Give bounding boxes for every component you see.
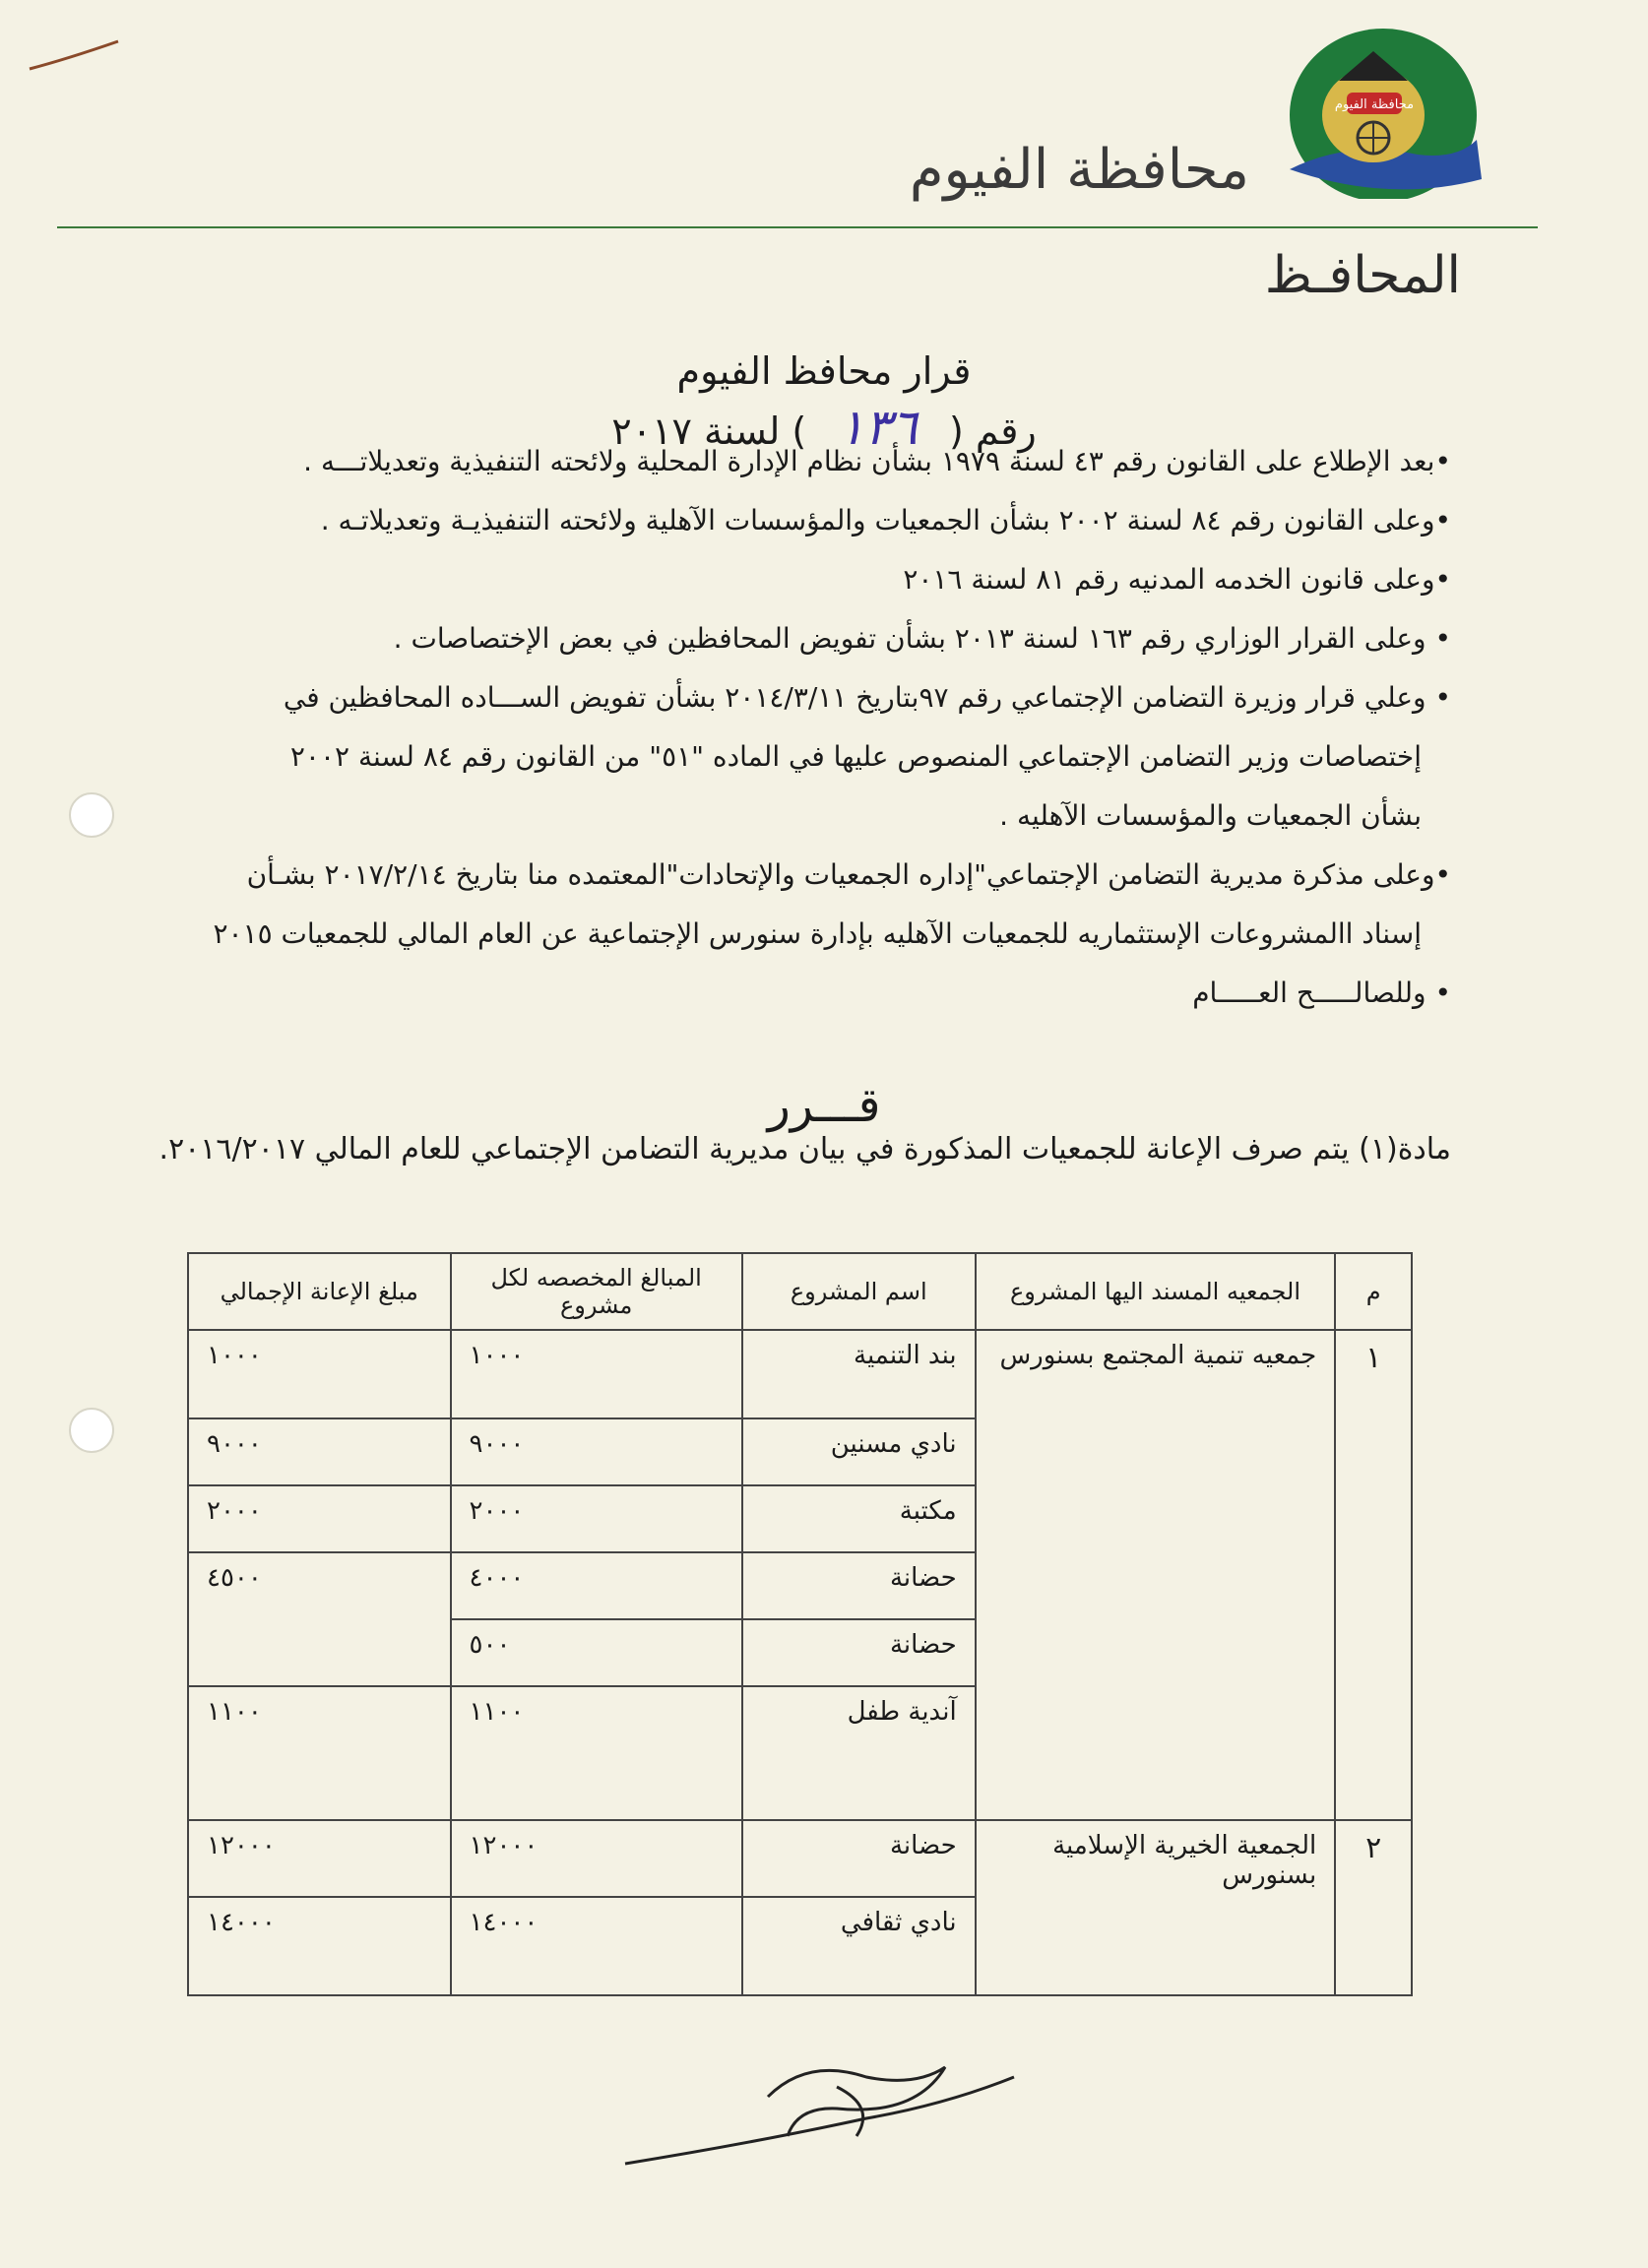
article-one: مادة(١) يتم صرف الإعانة للجمعيات المذكورة في بيان مديرية التضامن الإجتماعي للعام المالي ٢٠١٦/٢٠١٧. bbox=[158, 1132, 1451, 1166]
office-label: المحافـظ bbox=[1264, 246, 1461, 305]
project-name: نادي مسنين bbox=[742, 1418, 976, 1485]
punch-hole bbox=[69, 1408, 114, 1453]
decree-number-handwritten: ١٣٦ bbox=[838, 399, 918, 456]
allocated-amount: ١٠٠٠ bbox=[451, 1330, 742, 1418]
grants-table bbox=[187, 1252, 1413, 1996]
table-header-row bbox=[188, 1253, 1412, 1330]
total-amount: ١٢٠٠٠ bbox=[188, 1820, 451, 1897]
header-allocated: المبالغ المخصصه لكل مشروع bbox=[451, 1253, 742, 1330]
total-amount: ٢٠٠٠ bbox=[188, 1485, 451, 1552]
preamble-line: •وعلى قانون الخدمه المدنيه رقم ٨١ لسنة ٢٠١٦ bbox=[903, 563, 1451, 596]
group-association: جمعيه تنمية المجتمع بسنورس bbox=[976, 1330, 1336, 1820]
allocated-amount: ١٤٠٠٠ bbox=[451, 1897, 742, 1995]
group-index: ١ bbox=[1335, 1330, 1412, 1820]
preamble bbox=[181, 445, 1451, 1039]
decree-title: قرار محافظ الفيوم bbox=[676, 349, 972, 393]
preamble-line: • وعلي قرار وزيرة التضامن الإجتماعي رقم ٩٧بتاريخ ٢٠١٤/٣/١١ بشأن تفويض الســـاده المحافظين في bbox=[283, 681, 1451, 714]
allocated-amount: ١٢٠٠٠ bbox=[451, 1820, 742, 1897]
decree-number-suffix: ) لسنة ٢٠١٧ bbox=[611, 410, 807, 453]
preamble-line: •بعد الإطلاع على القانون رقم ٤٣ لسنة ١٩٧٩ بشأن نظام الإدارة المحلية ولائحته التنفيذية وتعديلاتـــه . bbox=[303, 445, 1451, 477]
total-amount: ٩٠٠٠ bbox=[188, 1418, 451, 1485]
resolution-heading: قـــرر bbox=[767, 1078, 881, 1133]
governorate-logo bbox=[1270, 22, 1487, 199]
allocated-amount: ٥٠٠ bbox=[451, 1619, 742, 1686]
total-amount: ٤٥٠٠ bbox=[188, 1552, 451, 1686]
preamble-line: •وعلى القانون رقم ٨٤ لسنة ٢٠٠٢ بشأن الجمعيات والمؤسسات الآهلية ولائحته التنفيذيـة وتعديلاتـه . bbox=[320, 504, 1451, 536]
preamble-line: بشأن الجمعيات والمؤسسات الآهليه . bbox=[999, 799, 1422, 832]
preamble-line: إختصاصات وزير التضامن الإجتماعي المنصوص عليها في الماده "٥١" من القانون رقم ٨٤ لسنة ٢٠٠٢ bbox=[289, 740, 1422, 773]
project-name: حضانة bbox=[742, 1820, 976, 1897]
project-name: بند التنمية bbox=[742, 1330, 976, 1418]
pen-stroke-mark bbox=[28, 37, 126, 77]
table-row bbox=[188, 1820, 1412, 1897]
header-index: م bbox=[1335, 1253, 1412, 1330]
group-association: الجمعية الخيرية الإسلامية بسنورس bbox=[976, 1820, 1336, 1995]
allocated-amount: ٩٠٠٠ bbox=[451, 1418, 742, 1485]
table-row bbox=[188, 1330, 1412, 1418]
allocated-amount: ٤٠٠٠ bbox=[451, 1552, 742, 1619]
allocated-amount: ١١٠٠ bbox=[451, 1686, 742, 1820]
header-project: اسم المشروع bbox=[742, 1253, 976, 1330]
header-association: الجمعيه المسند اليها المشروع bbox=[976, 1253, 1336, 1330]
header-total: مبلغ الإعانة الإجمالي bbox=[188, 1253, 451, 1330]
project-name: حضانة bbox=[742, 1552, 976, 1619]
signature bbox=[620, 2048, 1034, 2185]
preamble-line: •وعلى مذكرة مديرية التضامن الإجتماعي"إداره الجمعيات والإتحادات"المعتمده منا بتاريخ ٢٠١٧/٢/١٤ بشـأن bbox=[246, 858, 1451, 891]
preamble-line: إسناد االمشروعات الإستثماريه للجمعيات الآهليه بإدارة سنورس الإجتماعية عن العام المالي للجمعيات ٢٠١٥ bbox=[213, 917, 1422, 950]
decree-number-prefix: رقم ( bbox=[949, 410, 1037, 453]
group-index: ٢ bbox=[1335, 1820, 1412, 1995]
allocated-amount: ٢٠٠٠ bbox=[451, 1485, 742, 1552]
punch-hole bbox=[69, 792, 114, 838]
total-amount: ١١٠٠ bbox=[188, 1686, 451, 1820]
total-amount: ١٤٠٠٠ bbox=[188, 1897, 451, 1995]
preamble-line: • وعلى القرار الوزاري رقم ١٦٣ لسنة ٢٠١٣ بشأن تفويض المحافظين في بعض الإختصاصات . bbox=[393, 622, 1451, 655]
project-name: مكتبة bbox=[742, 1485, 976, 1552]
project-name: نادي ثقافي bbox=[742, 1897, 976, 1995]
project-name: حضانة bbox=[742, 1619, 976, 1686]
governorate-name: محافظة الفيوم bbox=[909, 138, 1249, 202]
total-amount: ١٠٠٠ bbox=[188, 1330, 451, 1418]
project-name: آندية طفل bbox=[742, 1686, 976, 1820]
header-divider bbox=[57, 226, 1538, 228]
preamble-line: • وللصالـــــح العـــــام bbox=[1192, 976, 1451, 1009]
logo-text: محافظة الفيوم bbox=[1334, 97, 1415, 112]
